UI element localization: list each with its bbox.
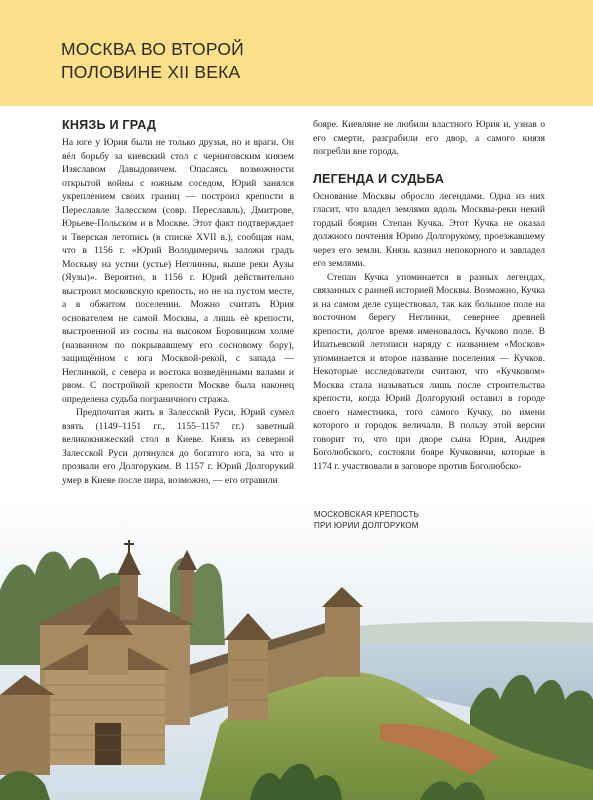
paragraph: На юге у Юрия были не только друзья, но и враги. Он вёл борьбу за киевский стол с черниговским князем Изяславом Давыдовичем. Опасаясь возможности открытой войны с южным соседом, Юрий занялся укреплением своих границ — построил крепости в Переславле Залесском (совр. Переславль), Дмитрове, Юрьеве-Польском и в Москве. Этот факт подтверждает и Тверская летопись (в списке XVII в.), сообщая нам, что в 1156 г. «Юрий Володимеричь заложи градъ Москьву на устии (устье) Неглинны, выше реки Аузы (Яузы)». Вероятно, в 1156 г. Юрий действительно выстроил московскую крепость, но не на пустом месте, а в обжитом поселении. Можно считать Юрия основателем не самой Москвы, а лишь её крепости, выстроенной из сосны на высоком Боровицком холме (названном по покрывавшему его сосновому бору), защищённом с юга Москвой-рекой, с запада — Неглинкой, с севера и востока возведёнными валами и рвом. С постройкой крепости Москве была наконец определена судьба пограничного стража. xyxy=(62,137,294,405)
fortress-painting-icon xyxy=(0,495,593,800)
paragraph-continued: бояре. Киевляне не любили властного Юрия и, узнав о его смерти, разграбили его двор, а самого князя погребли вне города. xyxy=(313,119,545,157)
left-column xyxy=(62,118,294,487)
section-heading-legenda: ЛЕГЕНДА И СУДЬБА xyxy=(313,171,445,186)
paragraph: Предпочитая жить в Залесской Руси, Юрий сумел взять (1149–1151 гг., 1155–1157 гг.) заветный великокняжеский стол в Киеве. Князь из северной Залесской Руси дотянулся до богатого юга, за что и прозвали его Долгоруким. В 1157 г. Юрий Долгорукий умер в Киеве после пира, возможно, — его отравили xyxy=(62,407,294,486)
chapter-title-line2: ПОЛОВИНЕ XII ВЕКА xyxy=(61,62,241,82)
paragraph: Основание Москвы обросло легендами. Одна из них гласит, что владел землями вдоль Москвы-реки некий гордый боярин Степан Кучка. Этот Кучка не оказал должного почтения Юрию Долгорукому, проезжавшему через его земли. Князь казнил непокорного и завладел его землями. xyxy=(313,190,545,269)
chapter-header-band xyxy=(0,0,593,106)
chapter-title-line1: МОСКВА ВО ВТОРОЙ xyxy=(61,39,244,59)
kremlin-illustration xyxy=(0,495,593,800)
section-heading-knyaz: КНЯЗЬ И ГРАД xyxy=(62,118,157,132)
caption-line2: ПРИ ЮРИИ ДОЛГОРУКОМ xyxy=(314,521,419,530)
chapter-title xyxy=(61,38,361,84)
illustration-caption xyxy=(314,509,464,531)
right-column xyxy=(313,118,545,473)
paragraph: Степан Кучка упоминается в разных легендах, связанных с ранней историей Москвы. Возможно, Кучка и на самом деле существовал, так как большое поле на восточном берегу Неглинки, севернее древней крепости, долгое время именовалось Кучково поле. В Ипатьевской летописи наряду с названием «Москов» упоминается и второе название поселения — Кучков. Некоторые исследователи считают, что «Кучковом» Москва стала называться лишь после строительства крепости, когда Юрий Долгорукий оставил в городе своего наместника, того самого Кучку, по имени которого и городок величали. В пользу этой версии говорит то, что при дворе сына Юрия, Андрея Боголюбского, состояли бояре Кучковичи, которые в 1174 г. участвовали в заговоре против Боголюбско- xyxy=(313,271,545,472)
caption-line1: МОСКОВСКАЯ КРЕПОСТЬ xyxy=(314,510,420,519)
